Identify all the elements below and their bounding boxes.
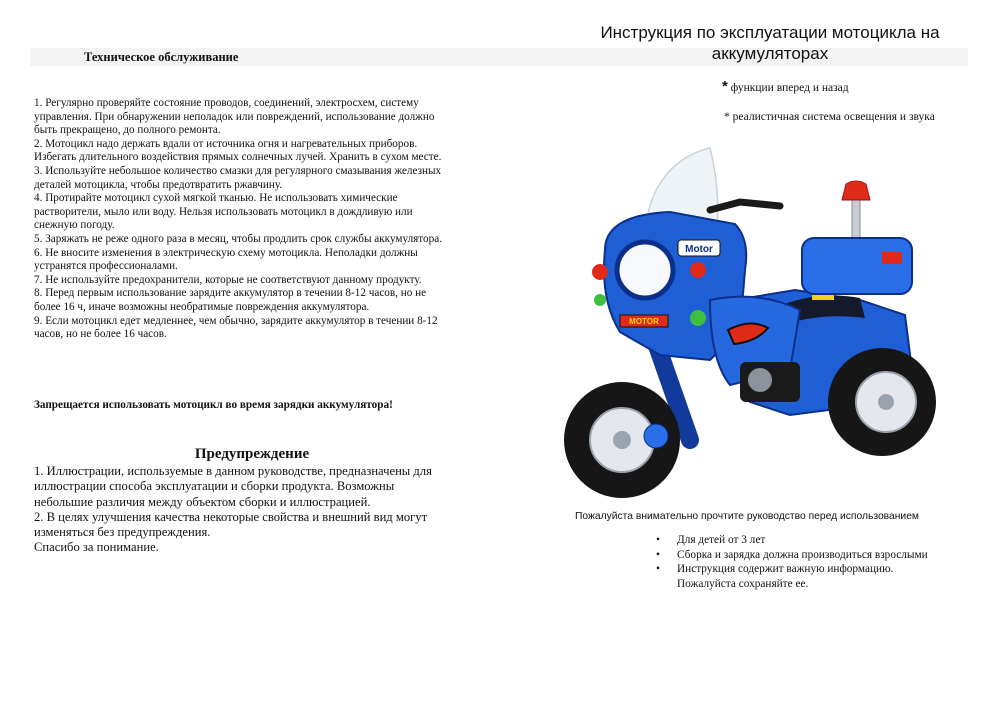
list-item: • Для детей от 3 лет [656, 533, 956, 548]
rear-box-light [882, 252, 902, 264]
maintenance-item: 1. Регулярно проверяйте состояние проводов, соединений, электросхем, систему управления. При обнаружении неполадок или повреждений, использование должно быть прекращено, до полного ремонта. [34, 97, 435, 137]
headlight [617, 242, 673, 298]
notice-paragraph: 1. Иллюстрации, используемые в данном руководстве, предназначены для иллюстрации способа эксплуатации и сборки продукта. Возможны небольшие различия между объектом сборки и иллюстрацией. [34, 464, 432, 509]
siren-pole [852, 198, 860, 238]
feature-forward-reverse [722, 78, 849, 95]
charging-warning: Запрещается использовать мотоцикл во время зарядки аккумулятора! [34, 399, 393, 411]
maintenance-item: 9. Если мотоцикл едет медленнее, чем обычно, зарядите аккумулятор в течении 8-12 часов, но не более 16 часов. [34, 314, 438, 341]
notice-thanks: Спасибо за понимание. [34, 540, 159, 555]
right-green-light [690, 310, 706, 326]
maintenance-heading: Техническое обслуживание [84, 50, 239, 64]
maintenance-item: 8. Перед первым использование зарядите аккумулятор в течении 8-12 часов, но не более 16 ч, иначе возможны необратимые повреждения аккумулятора. [34, 287, 427, 313]
feature-text: реалистичная система освещения и звука [732, 111, 935, 123]
notice-heading: Предупреждение [194, 446, 310, 462]
motorcycle-illustration [560, 140, 940, 500]
left-signal-light [592, 264, 608, 280]
feature-star: * [722, 78, 728, 95]
info-bullets [656, 533, 956, 591]
maintenance-item: 2. Мотоцикл надо держать вдали от источника огня и нагревательных приборов. Избегать длительного воздействия прямых солнечных лучей. Хранить в сухом месте. [34, 137, 442, 164]
feature-light-sound [724, 111, 935, 123]
feature-star: * [724, 111, 730, 123]
maintenance-item: 7. Не используйте предохранители, которые не соответствуют данному продукту. [34, 273, 422, 286]
siren-light [842, 181, 870, 200]
rear-hub [878, 394, 894, 410]
engine-detail [748, 368, 772, 392]
front-hub [613, 431, 631, 449]
list-item-continuation: Пожалуйста сохраняйте ее. [677, 577, 809, 590]
notice-paragraph: 2. В целях улучшения качества некоторые свойства и внешний вид могут изменяться без предупреждения. [34, 509, 428, 540]
feature-text: функции вперед и назад [730, 82, 849, 94]
maintenance-item: 3. Используйте небольшое количество смазки для регулярного смазывания железных деталей мотоцикла, чтобы предотвратить ржавчину. [34, 164, 442, 191]
document-title: Инструкция по эксплуатации мотоцикла на аккумуляторах [600, 23, 940, 63]
rear-box [802, 238, 912, 294]
left-green-light [594, 294, 606, 306]
list-item: • Сборка и зарядка должна производиться взрослыми [656, 548, 956, 563]
motor-badge-text: Motor [685, 244, 713, 255]
axle-cap [644, 424, 668, 448]
list-item: • Инструкция содержит важную информацию. [656, 562, 956, 577]
right-signal-light [690, 262, 706, 278]
maintenance-item: 6. Не вносите изменения в электрическую схему мотоцикла. Неполадки должны устранятся профессионалами. [34, 246, 418, 273]
notice-body [34, 464, 454, 556]
maintenance-item: 5. Заряжать не реже одного раза в месяц, чтобы продлить срок службы аккумулятора. [34, 232, 442, 245]
handlebar [710, 202, 780, 210]
maintenance-list [34, 97, 454, 342]
maintenance-item: 4. Протирайте мотоцикл сухой мягкой тканью. Не использовать химические растворители, мыло или воду. Нельзя использовать мотоцикл в дождливую или снежную погоду. [34, 192, 413, 232]
front-plate-text: MOTOR [629, 317, 659, 326]
read-manual-note: Пожалуйста внимательно прочтите руководство перед использованием [575, 511, 919, 522]
